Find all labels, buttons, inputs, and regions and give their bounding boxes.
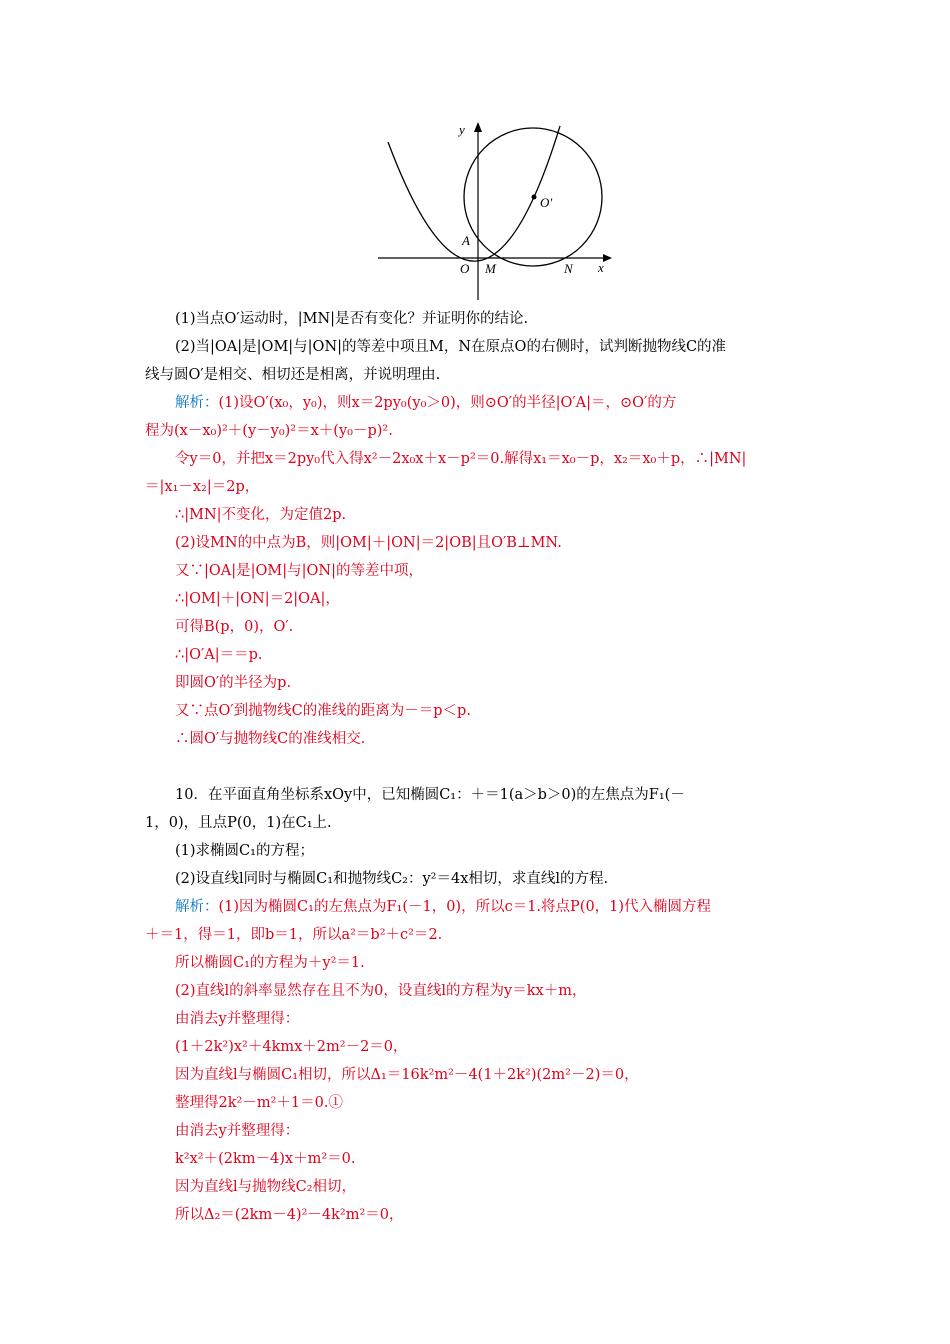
p9-s1-line2: 程为(x－x₀)²＋(y－y₀)²＝x＋(y₀－p)².: [145, 423, 393, 439]
p10-s9: k²x²＋(2km－4)x＋m²＝0.: [175, 1151, 356, 1167]
p9-solution-label: 解析：: [175, 395, 219, 411]
p10-line1: 10．在平面直角坐标系xOy中，已知椭圆C₁：＋＝1(a＞b＞0)的左焦点为F₁(－: [175, 787, 685, 803]
p9-s5: 又∵|OA|是|OM|与|ON|的等差中项，: [175, 563, 423, 579]
p10-s1-line1: (1)因为椭圆C₁的左焦点为F₁(－1，0)，所以c＝1.将点P(0，1)代入椭圆方程: [218, 899, 712, 915]
p9-s3: ∴|MN|不变化，为定值2p.: [175, 507, 347, 523]
p10-s4: 由消去y并整理得：: [175, 1011, 300, 1027]
p9-s7: 可得B(p，0)，O′.: [175, 619, 294, 635]
p10-s7: 整理得2k²－m²＋1＝0.①: [175, 1095, 343, 1111]
p9-s2-line2: ＝|x₁－x₂|＝2p，: [145, 479, 260, 495]
p10-line2: 1，0)，且点P(0，1)在C₁上.: [145, 815, 332, 831]
p9-q2-line2: 线与圆O′是相交、相切还是相离，并说明理由.: [145, 367, 441, 383]
p9-s11: ∴圆O′与抛物线C的准线相交.: [175, 731, 366, 747]
label-a: A: [462, 233, 470, 248]
parabola-circle-figure: [370, 110, 620, 310]
label-o-prime: O′: [540, 195, 553, 210]
p9-s9: 即圆O′的半径为p.: [175, 675, 292, 691]
p9-s10: 又∵点O′到抛物线C的准线的距离为－＝p＜p.: [175, 703, 471, 719]
p9-q2-line1: (2)当|OA|是|OM|与|ON|的等差中项且M，N在原点O的右侧时，试判断抛物线C的准: [175, 339, 727, 355]
label-origin: O: [460, 261, 470, 276]
p10-s3: (2)直线l的斜率显然存在且不为0，设直线l的方程为y＝kx＋m，: [175, 983, 587, 999]
label-n: N: [564, 261, 573, 276]
x-axis-arrow: [603, 254, 612, 262]
label-y: y: [459, 122, 465, 137]
p9-q1: (1)当点O′运动时，|MN|是否有变化？并证明你的结论.: [175, 311, 529, 327]
figure-svg: [370, 110, 620, 310]
p10-s6: 因为直线l与椭圆C₁相切，所以Δ₁＝16k²m²－4(1＋2k²)(2m²－2)＝0，: [175, 1067, 639, 1083]
p9-s6: ∴|OM|＋|ON|＝2|OA|，: [175, 591, 340, 607]
p10-s8: 由消去y并整理得：: [175, 1123, 300, 1139]
section-gap: [145, 753, 815, 781]
p10-q1: (1)求椭圆C₁的方程；: [175, 843, 314, 859]
p10-q2: (2)设直线l同时与椭圆C₁和抛物线C₂：y²＝4x相切，求直线l的方程.: [175, 871, 609, 887]
center-dot: [532, 195, 537, 200]
p10-s10: 因为直线l与抛物线C₂相切，: [175, 1179, 357, 1195]
parabola-c: [388, 126, 560, 261]
p9-s1-line1: (1)设O′(x₀，y₀)，则x＝2py₀(y₀＞0)，则⊙O′的半径|O′A|＝，⊙O′的方: [218, 395, 677, 411]
p9-s8: ∴|O′A|＝＝p.: [175, 647, 263, 663]
p9-s2-line1: 令y＝0，并把x＝2py₀代入得x²－2x₀x＋x－p²＝0.解得x₁＝x₀－p，x₂＝x₀＋p，∴|MN|: [175, 451, 747, 467]
p10-s2: 所以椭圆C₁的方程为＋y²＝1.: [175, 955, 365, 971]
p10-s1-line2: ＋＝1，得＝1，即b＝1，所以a²＝b²＋c²＝2.: [145, 927, 443, 943]
p10-s5: (1＋2k²)x²＋4kmx＋2m²－2＝0，: [175, 1039, 408, 1055]
label-m: M: [485, 261, 496, 276]
p9-solution-1: [145, 389, 815, 417]
label-x: x: [598, 260, 604, 275]
p10-solution-1: [145, 893, 815, 921]
p9-s4: (2)设MN的中点为B，则|OM|＋|ON|＝2|OB|且O′B⊥MN.: [175, 535, 562, 551]
p10-s11: 所以Δ₂＝(2km－4)²－4k²m²＝0，: [175, 1207, 404, 1223]
p10-solution-label: 解析：: [175, 899, 219, 915]
document-body: [145, 305, 815, 1229]
y-axis-arrow: [474, 122, 482, 132]
